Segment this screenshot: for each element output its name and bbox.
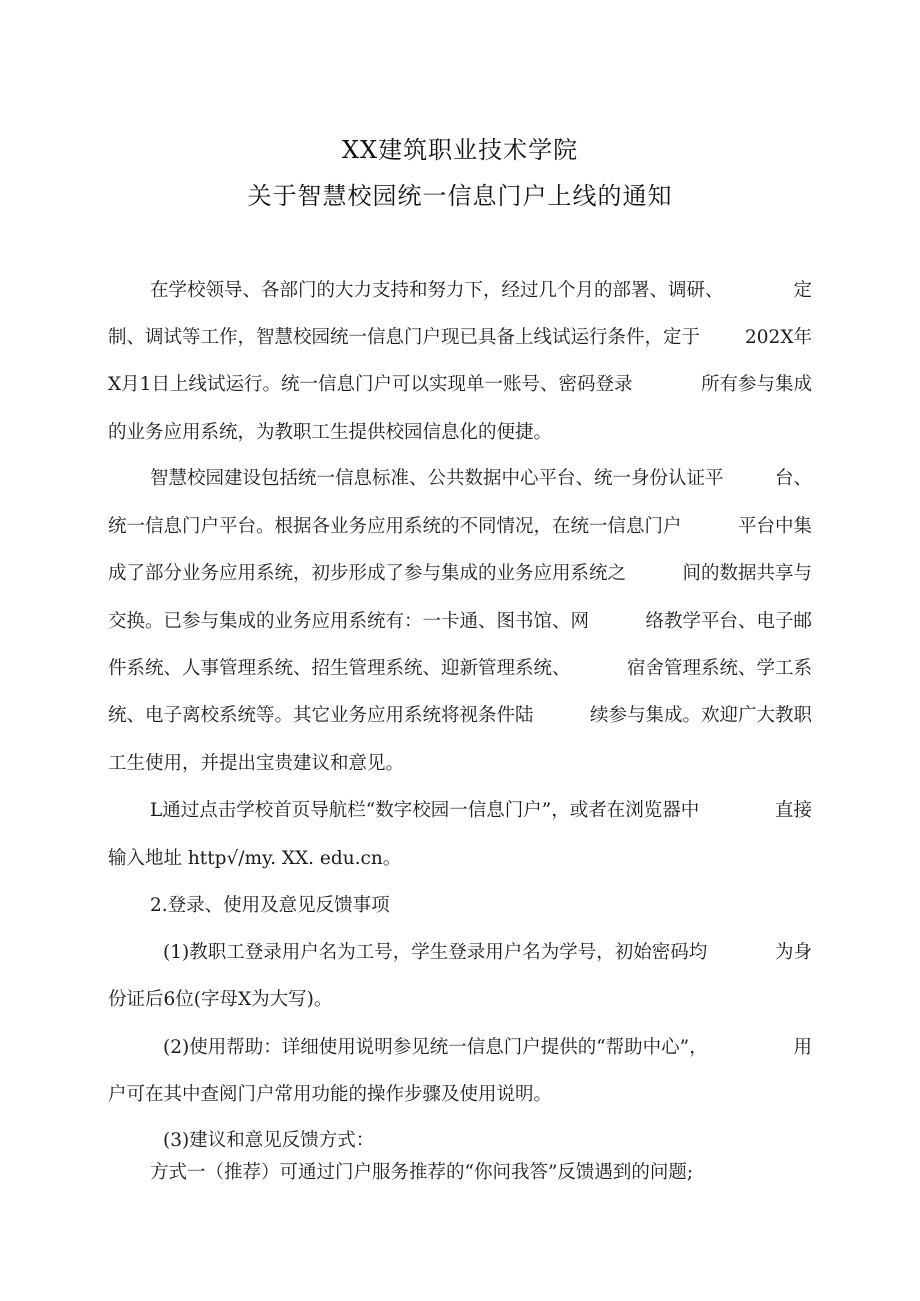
paragraph-2-line-7: 工生使用，并提出宝贵建议和意见。 — [108, 753, 405, 774]
sub-item-2-line-1: (2)使用帮助：详细使用说明参见统一信息门户提供的“帮助中心”， 用 — [163, 1037, 812, 1058]
item-2-heading: 2.登录、使用及意见反馈事项 — [150, 895, 390, 916]
paragraph-2-line-4: 交换。已参与集成的业务应用系统有：一卡通、图书馆、网 络教学平台、电子邮 — [108, 611, 812, 632]
paragraph-1-line-2: 制、调试等工作，智慧校园统一信息门户现已具备上线试运行条件，定于 202X年 — [108, 327, 812, 348]
sub-item-2-line-2: 户可在其中查阅门户常用功能的操作步骤及使用说明。 — [108, 1084, 553, 1105]
paragraph-3-line-1: L通过点击学校首页导航栏“数字校园一信息门户”，或者在浏览器中 直接 — [150, 800, 812, 821]
paragraph-2-line-5: 件系统、人事管理系统、招生管理系统、迎新管理系统、 宿舍管理系统、学工系 — [108, 658, 812, 679]
paragraph-1-line-3: X月1日上线试运行。统一信息门户可以实现单一账号、密码登录 所有参与集成 — [108, 374, 812, 395]
feedback-method-1: 方式一（推荐）可通过门户服务推荐的“你问我答”反馈遇到的问题; — [150, 1162, 694, 1183]
paragraph-2-line-3: 成了部分业务应用系统，初步形成了参与集成的业务应用系统之 间的数据共享与 — [108, 563, 812, 584]
paragraph-1-line-4: 的业务应用系统，为教职工生提供校园信息化的便捷。 — [108, 422, 553, 443]
notice-title: 关于智慧校园统一信息门户上线的通知 — [247, 182, 673, 210]
sub-item-3-heading: (3)建议和意见反馈方式： — [163, 1130, 375, 1151]
paragraph-2-line-1: 智慧校园建设包括统一信息标准、公共数据中心平台、统一身份认证平 台、 — [150, 468, 812, 489]
paragraph-3-line-2: 输入地址 http√/my. XX. edu.cn。 — [108, 848, 402, 869]
paragraph-1-line-1: 在学校领导、各部门的大力支持和努力下，经过几个月的部署、调研、 定 — [150, 280, 812, 301]
school-name-title: XX建筑职业技术学院 — [341, 136, 579, 164]
sub-item-1-line-2: 份证后6位(字母X为大写)。 — [108, 989, 333, 1010]
sub-item-1-line-1: (1)教职工登录用户名为工号，学生登录用户名为学号，初始密码均 为身 — [163, 942, 812, 963]
paragraph-2-line-6: 统、电子离校系统等。其它业务应用系统将视条件陆 续参与集成。欢迎广大教职 — [108, 705, 812, 726]
paragraph-2-line-2: 统一信息门户平台。根据各业务应用系统的不同情况，在统一信息门户 平台中集 — [108, 516, 812, 537]
